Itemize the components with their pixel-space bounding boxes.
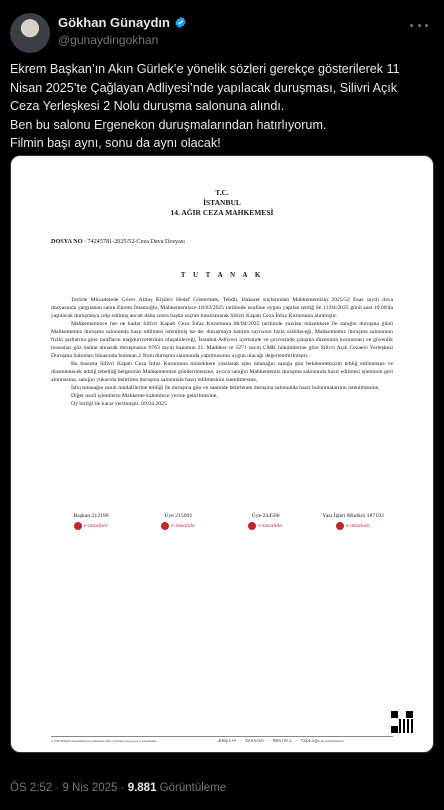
- more-options-icon[interactable]: [410, 17, 428, 33]
- paragraph: Terörle Mücadelede Görev Almış Kişileri Hedef Göstermek, Tehdit, Hakaret suçlarından Mahkememizin 2025/52 Esas sayılı dava dosyasında yargılanan sanık Ekrem İmamoğlu, Mahkememizce 18/02/2025 tarihinde usulüne uygun yapılan tebliğ ile 11/04/2025 günü saat 10.00'da yapılacak duruşmaya celp edilmiş ancak daha sonra başka suçtan tutuklanarak Silivri Kapalı Ceza İnfaz Kurumuna alınmıştır.: [51, 297, 393, 319]
- signer-title: Başkan 212190: [73, 513, 109, 519]
- e-signature-seal-icon: [336, 522, 344, 530]
- e-signature-label: e-imzalıdır: [83, 523, 109, 529]
- separator: ·: [55, 782, 60, 794]
- signer: [138, 513, 218, 530]
- qr-code: [391, 711, 413, 733]
- paragraph: İşbu tutanağın sanık müdafilerine tebliği ile duruşma gün ve saatinde belirlenen duruşma salonunda hazır bulunmalarının istenilmesine,: [71, 385, 380, 391]
- e-signature-seal-icon: [74, 522, 82, 530]
- tweet-header: [10, 13, 434, 53]
- author-name-row: [58, 15, 187, 30]
- divider: [51, 736, 393, 737]
- e-signature-label: e-imzalıdır: [345, 523, 371, 529]
- signer-title: Üye 234500: [251, 513, 280, 519]
- e-signature-label: e-imzalıdır: [258, 523, 283, 529]
- file-number: [51, 238, 185, 245]
- signer: [226, 513, 306, 530]
- document-title: T U T A N A K: [180, 271, 264, 279]
- signer: [313, 513, 393, 530]
- tweet-text: Ekrem Başkan’ın Akın Gürlek’e yönelik sözleri gerekçe gösterilerek 11 Nisan 2025’te Çağlayan Adliyesi’nde yapılacak duruşması, Silivri Açık Ceza Yerleşkesi 2 Nolu duruşma salonuna alındı. Ben bu salonu Ergenekon duruşmalarından hatırlıyorum. Filmin başı aynı, sonu da aynı olacak!: [10, 62, 400, 151]
- avatar[interactable]: [10, 13, 50, 53]
- paragraph: Diğer usuli işlemlerin Mahkeme kalemince yerine getirilmesine,: [71, 393, 218, 399]
- footer-note: UYAP Bilişim Sisteminde bu doküman http://vatandas.uyap.gov.tr adresinden: [51, 739, 157, 743]
- signer-title: Yazı İşleri Müdürü 187193: [322, 513, 384, 519]
- document-body: [51, 296, 393, 408]
- tweet-time[interactable]: ÖS 2:52: [10, 782, 53, 794]
- author-name[interactable]: Gökhan Günaydın: [58, 15, 170, 30]
- separator: ·: [120, 782, 125, 794]
- header-line: T.C.: [215, 188, 229, 197]
- paragraph: Mahkememizce her ne kadar Silivri Kapalı Ceza İnfaz Kurumuna 08/04/2025 tarihinde yazılan müzekkere ile sanığın duruşma günü Mahkememiz duruşma salonunda hazır edilmesi istenilmiş ise de; duruşmaya katılım sayısının fazla olabileceği, Mahkememiz duruşma salonunun fiziki şartlarına göre tarafların mağduriyetlerinin oluşabileceği, İstanbul Adliyesi içerisinde ve çevresinde çalışma düzeninin korunması ve güvenlik hususları göz önüne alınarak duruşmanın 6763 sayılı kanunun 21. Maddesi ve 5271 sayılı CMK hükümlerine göre Silivri Açık Cezaevi Yerleşkesi Duruşma Salonları binasında bulunan 2 Nolu duruşma salonunda yapılmasının uygun olacağı değerlendirilmiştir.: [51, 321, 393, 359]
- author-handle[interactable]: @gunaydingokhan: [58, 33, 159, 47]
- signer-title: Üye 215091: [164, 513, 193, 519]
- tweet-date[interactable]: 9 Nis 2025: [62, 782, 118, 794]
- document-header: [11, 188, 433, 218]
- signer: [51, 513, 131, 530]
- header-line: 14. AĞIR CEZA MAHKEMESİ: [170, 208, 274, 217]
- header-line: İSTANBUL: [203, 198, 241, 207]
- views-label: Görüntüleme: [159, 782, 227, 794]
- court-document: [11, 156, 433, 752]
- document-footer: [51, 739, 383, 744]
- e-signature-label: e-imzalıdır: [171, 523, 196, 529]
- verified-badge-icon: [174, 16, 187, 29]
- signatures: [51, 513, 393, 530]
- footer-tail: ile erişebilirsiniz.: [320, 739, 345, 743]
- e-signature-seal-icon: [248, 522, 256, 530]
- file-number-value: : 74245781-2025/52-Ceza Dava Dosyası: [84, 238, 185, 245]
- e-signature-seal-icon: [161, 522, 169, 530]
- verification-code: 3Hmyc+F - 4Xnhc8l - RRh7mlL - YZpL1g=: [217, 739, 320, 744]
- views-count: 9.881: [127, 782, 157, 794]
- tweet-meta: [10, 782, 226, 794]
- paragraph: Bu hususta Silivri Kapalı Ceza İnfaz Kurumuna müzekkere yazılarak işbu tutanağın sanığa gün beklenmeksizin tebliğ edilmesine ve düzenlenecek tebliğ tebellüğ belgesinin Mahkememize gönderilmesine, ayrıca sanığın Mahkememiz duruşma salonunda hazır edilmesi işleminin geri alınmasına, sanığın yukarıda belirtilen duruşma salonunda hazır edilmesinin istenilmesine,: [51, 361, 393, 383]
- tweet-image[interactable]: [10, 155, 434, 753]
- file-number-label: DOSYA NO: [51, 238, 83, 245]
- paragraph: Oy birliği ile karar verilmiştir. 09.04.2025: [71, 401, 167, 407]
